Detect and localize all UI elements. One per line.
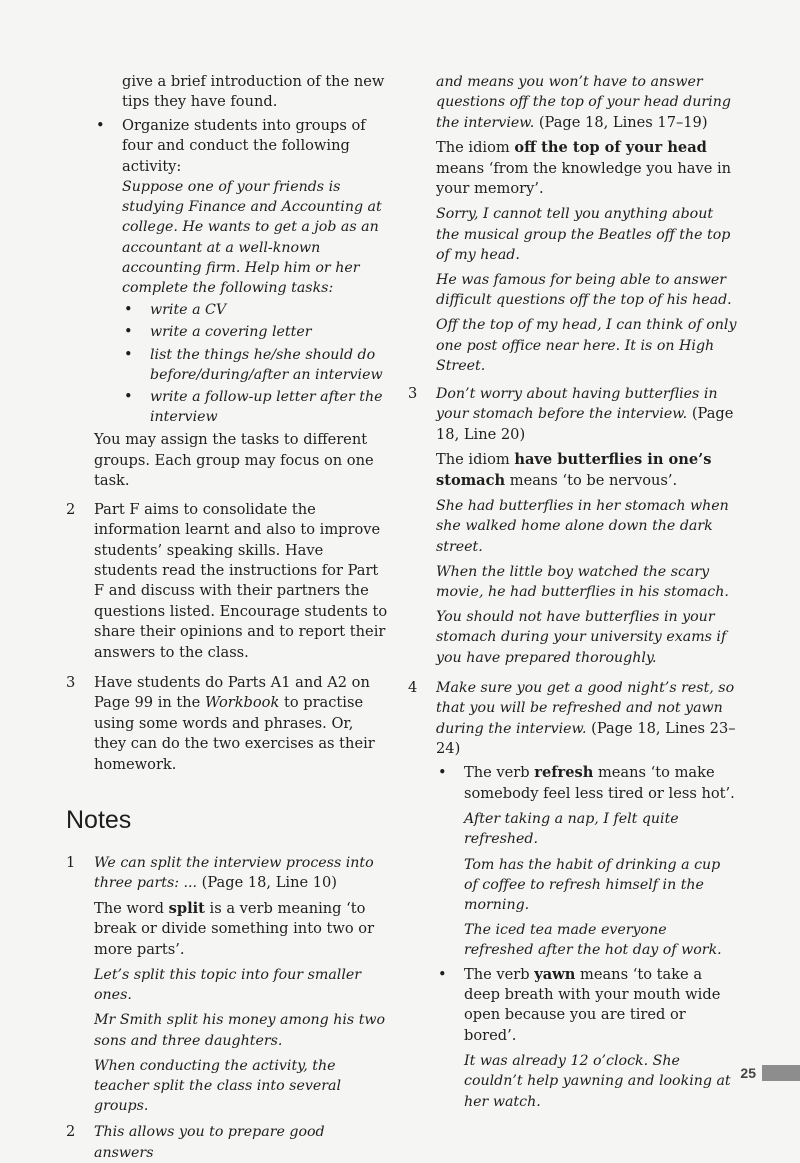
example: It was already 12 o’clock. She couldn’t help yawning and looking at her watch. [464,1053,731,1110]
example: When the little boy watched the scary movie, he had butterflies in his stomach. [436,563,729,600]
note-3-quote: Don’t worry about having butterflies in your stomach before the interview. (Page 18, Line 20) [436,386,734,443]
notes-heading: Notes [66,805,132,834]
keyword: have butterflies in one’s stomach [436,451,712,489]
note-4-quote: Make sure you get a good night’s rest, so that you will be refreshed and not yawn during the interview. (Page 18, Lines 23–24) [436,679,736,757]
bullet-dot: • [96,116,105,134]
task-item: • write a covering letter [124,323,312,341]
note-2-quote: This allows you to prepare good answers [94,1124,325,1161]
item-2 [66,500,388,663]
note-2 [66,1122,388,1163]
bullet-dot: • [438,965,447,983]
page-number: 25 [740,1065,756,1081]
example: Let’s split this topic into four smaller ones. [94,967,362,1004]
note-1 [66,853,388,1116]
intro-tail: give a brief introduction of the new tips they have found. [122,73,385,111]
task-item: • list the things he/she should do before/during/after an interview [124,345,383,383]
bullet-yawn [436,965,738,1112]
page-footer [740,1065,800,1081]
note-1-definition: The word split is a verb meaning ‘to break or divide something into two or more parts’. [94,899,375,958]
workbook-title: Workbook [204,694,280,712]
note-number: 4 [408,678,418,696]
right-column [408,72,738,1112]
note-2-definition: The idiom off the top of your head means ‘from the knowledge you have in your memory’. [436,139,732,198]
keyword: off the top of your head [514,139,707,157]
bullet-refresh [436,763,738,960]
note-number: 2 [66,1123,76,1141]
example: He was famous for being able to answer difficult questions off the top of his head. [436,272,732,309]
note-3-definition: The idiom have butterflies in one’s stomach means ‘to be nervous’. [436,451,712,489]
task-list [122,300,388,427]
scenario: Suppose one of your friends is studying Finance and Accounting at college. He wants to get a job as an accountant at a well-known accounting firm. Help him or her complete the following tasks: [122,179,382,297]
page-tab-bar [762,1065,800,1081]
yawn-definition: The verb yawn means ‘to take a deep breath with your mouth wide open because you are tired or bored’. [464,965,721,1044]
item-number: 2 [66,500,76,518]
note-1-quote: We can split the interview process into three parts: ... (Page 18, Line 10) [94,854,374,892]
example: She had butterflies in her stomach when she walked home alone down the dark street. [436,498,729,555]
example: When conducting the activity, the teacher split the class into several groups. [94,1057,342,1115]
note-3 [408,384,738,668]
bullet-organize [94,116,388,428]
bullet-organize-text: Organize students into groups of four and conduct the following activity: [122,116,366,175]
task-item: • write a follow-up letter after the interview [124,388,383,426]
example: You should not have butterflies in your stomach during your university exams if you have prepared thoroughly. [436,609,727,666]
refresh-definition: The verb refresh means ‘to make somebody feel less tired or less hot’. [464,764,735,802]
keyword: yawn [534,965,576,983]
example: Sorry, I cannot tell you anything about the musical group the Beatles off the top of my head. [436,206,731,263]
bullet-dot: • [438,764,447,782]
example: After taking a nap, I felt quite refreshed. [464,811,679,848]
example: Off the top of my head, I can think of only one post office near here. It is on High Street. [436,317,737,374]
item-number: 3 [66,673,76,691]
item-2-text: Part F aims to consolidate the information learnt and also to improve students’ speaking skills. Have students read the instructions for Part F and discuss with their partners the questions listed. Encourage students to share their opinions and to report their answers to the class. [94,500,388,661]
item-3 [66,673,388,775]
example: Mr Smith split his money among his two sons and three daughters. [94,1012,386,1049]
keyword: refresh [534,764,594,782]
note-4 [408,678,738,1112]
note-number: 1 [66,853,76,871]
task-item: • write a CV [124,301,227,319]
note-2-quote-cont: and means you won’t have to answer questions off the top of your head during the interview. (Page 18, Lines 17–19) [436,74,731,131]
assign-text: You may assign the tasks to different groups. Each group may focus on one task. [94,431,374,490]
keyword: split [168,899,205,917]
left-column [66,72,388,1163]
item-3-text: Have students do Parts A1 and A2 on Page 99 in the Workbook to practise using some words and phrases. Or, they can do the two exercises as their homework. [94,673,375,773]
example: The iced tea made everyone refreshed after the hot day of work. [464,922,722,959]
note-2-continued [408,72,738,376]
example: Tom has the habit of drinking a cup of coffee to refresh himself in the morning. [464,856,721,913]
note-number: 3 [408,385,418,403]
